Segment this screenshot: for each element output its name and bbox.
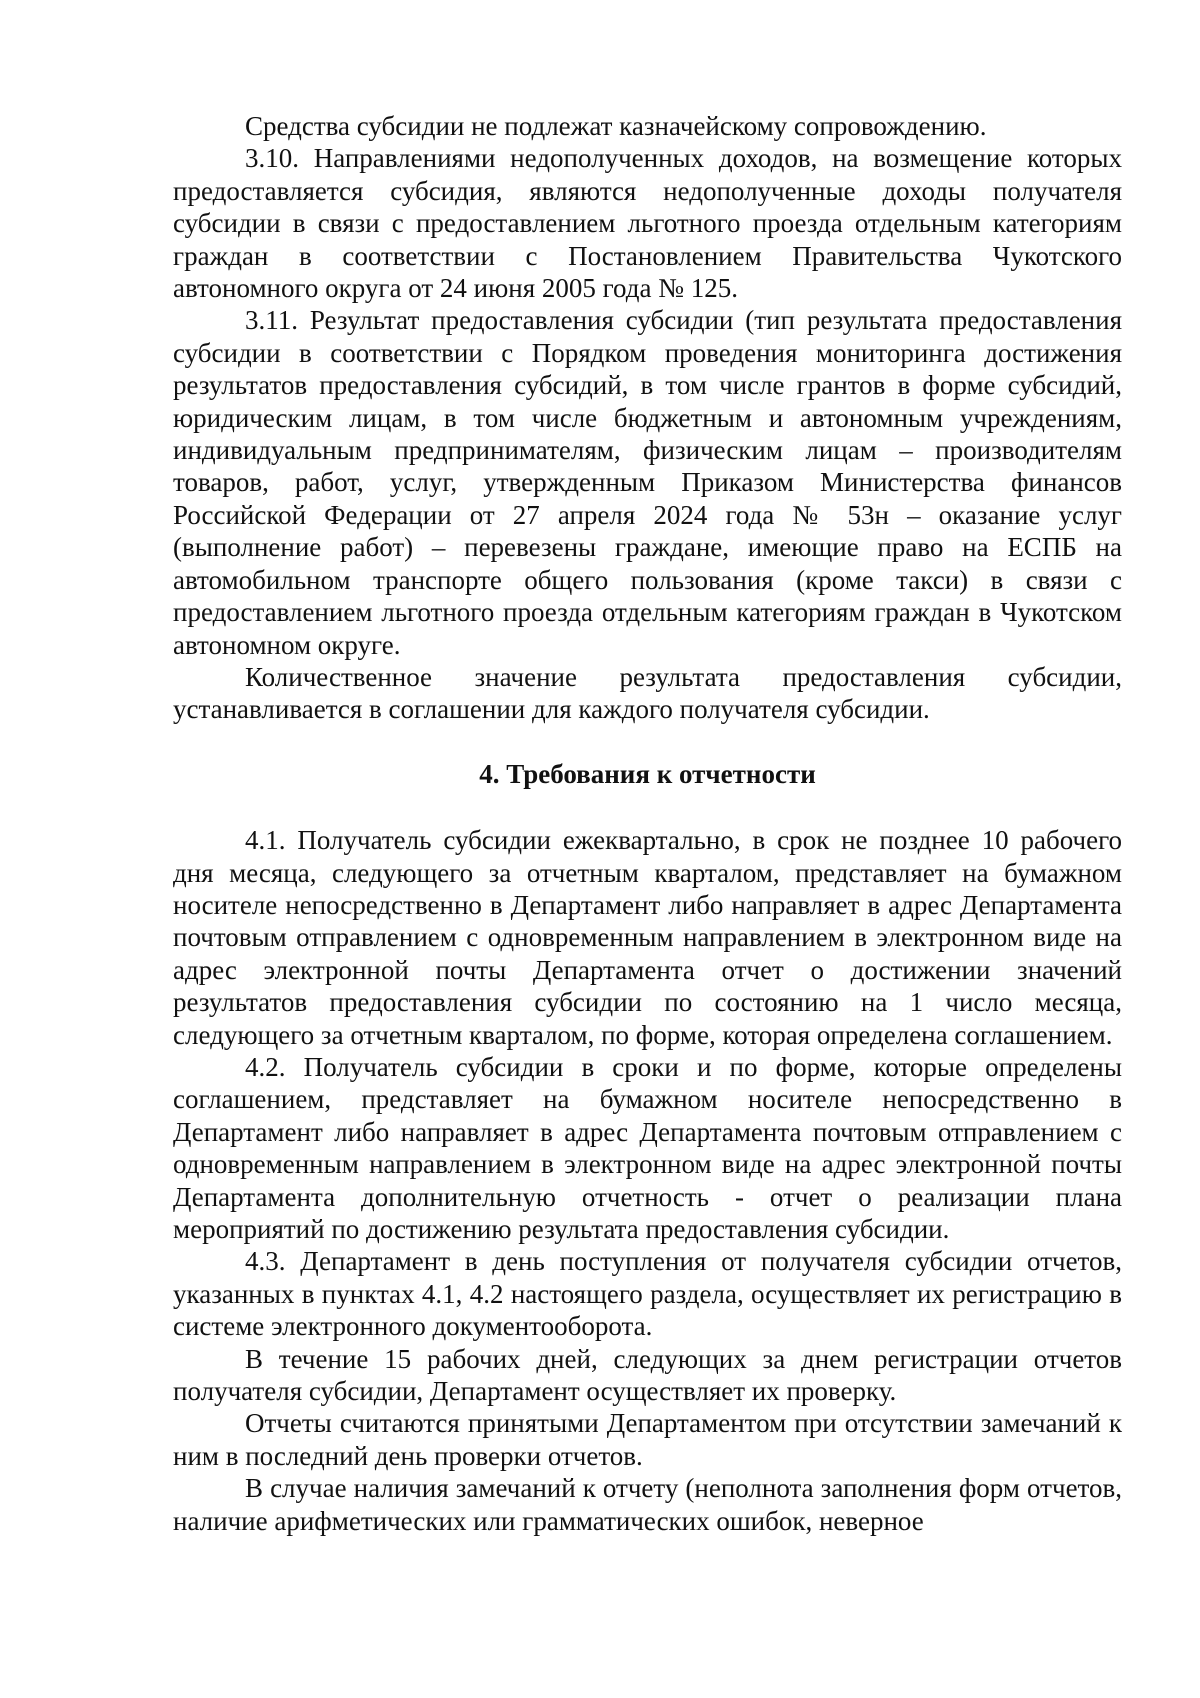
paragraph-4-1: 4.1. Получатель субсидии ежеквартально, в срок не позднее 10 рабочего дня месяца, следующего за отчетным кварталом, представляет на бумажном носителе непосредственно в Департамент либо направляет в адрес Департамента почтовым отправлением с одновременным направлением в электронном виде на адрес электронной почты Департамента отчет о достижении значений результатов предоставления субсидии по состоянию на 1 число месяца, следующего за отчетным кварталом, по форме, которая определена соглашением. xyxy=(173,825,1122,1050)
paragraph-treasury-support: Средства субсидии не подлежат казначейскому сопровождению. xyxy=(245,111,987,141)
paragraph-quantitative-value: Количественное значение результата предоставления субсидии, устанавливается в соглашении для каждого получателя субсидии. xyxy=(173,661,1122,725)
document-page xyxy=(173,110,1122,1537)
paragraph-reports-accepted: Отчеты считаются принятыми Департаментом при отсутствии замечаний к ним в последний день проверки отчетов. xyxy=(173,1408,1122,1471)
paragraph-remarks: В случае наличия замечаний к отчету (неполнота заполнения форм отчетов, наличие арифметических или грамматических ошибок, неверное xyxy=(173,1473,1122,1536)
paragraph-3-11: 3.11. Результат предоставления субсидии (тип результата предоставления субсидии в соответствии с Порядком проведения мониторинга достижения результатов предоставления субсидий, в том числе грантов в форме субсидий, юридическим лицам, в том числе бюджетным и автономным учреждениям, индивидуальным предпринимателям, физическим лицам – производителям товаров, работ, услуг, утвержденным Приказом Министерства финансов Российской Федерации от 27 апреля 2024 года № 53н – оказание услуг (выполнение работ) – перевезены граждане, имеющие право на ЕСПБ на автомобильном транспорте общего пользования (кроме такси) в связи с предоставлением льготного проезда отдельным категориям граждан в Чукотском автономном округе. xyxy=(173,305,1122,660)
paragraph-4-2: 4.2. Получатель субсидии в сроки и по форме, которые определены соглашением, представляет на бумажном носителе непосредственно в Департамент либо направляет в адрес Департамента почтовым отправлением с одновременным направлением в электронном виде на адрес электронной почты Департамента дополнительную отчетность - отчет о реализации плана мероприятий по достижению результата предоставления субсидии. xyxy=(173,1051,1122,1244)
paragraph-review-period: В течение 15 рабочих дней, следующих за днем регистрации отчетов получателя субсидии, Департамент осуществляет их проверку. xyxy=(173,1343,1122,1407)
paragraph-4-3: 4.3. Департамент в день поступления от получателя субсидии отчетов, указанных в пунктах 4.1, 4.2 настоящего раздела, осуществляет их регистрацию в системе электронного документооборота. xyxy=(173,1246,1122,1342)
section-heading: 4. Требования к отчетности xyxy=(479,758,816,789)
paragraph-3-10: 3.10. Направлениями недополученных доходов, на возмещение которых предоставляется субсидия, являются недополученные доходы получателя субсидии в связи с предоставлением льготного проезда отдельным категориям граждан в соответствии с Постановлением Правительства Чукотского автономного округа от 24 июня 2005 года № 125. xyxy=(173,143,1122,304)
